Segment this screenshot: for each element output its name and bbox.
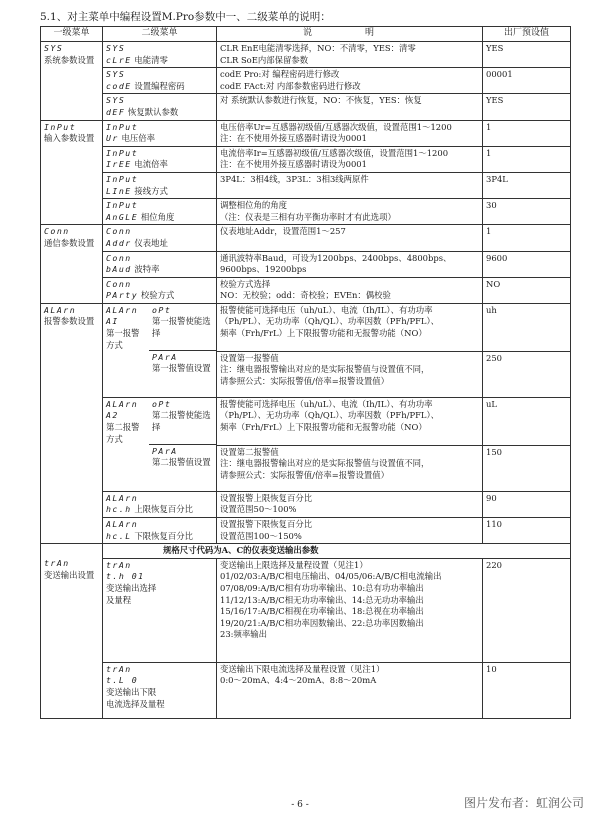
description-cell [217, 518, 483, 544]
submenu-code: dEF [106, 106, 126, 117]
default-value: 30 [483, 199, 571, 225]
menu-code: SYS [44, 43, 64, 53]
description-line: 调整相位角的角度 [220, 200, 287, 211]
submenu-code: SYS [106, 95, 126, 106]
description-line: 设置报警上限恢复百分比 [220, 492, 313, 503]
submenu-cell [103, 277, 217, 303]
submenu-code: ALArn [106, 304, 139, 315]
description-line: 19/20/21:A/B/C相功率因数输出、22:总功率因数输出 [220, 617, 424, 628]
submenu-code: oPt [152, 398, 172, 409]
submenu-code: Ur [106, 133, 119, 144]
submenu-code: trAn [106, 663, 132, 674]
description-cell [217, 42, 483, 68]
submenu-code: IrEE [106, 159, 132, 170]
submenu-label: 及量程 [106, 594, 132, 605]
submenu-cell [103, 172, 217, 198]
table-row [41, 491, 571, 517]
submenu-label: 仪表地址 [134, 237, 168, 248]
default-value: NO [483, 277, 571, 303]
submenu-label: 变送输出选择 [106, 583, 157, 594]
description-line: 通讯波特率Baud，可设为1200bps、2400bps、4800bps、 [220, 252, 452, 263]
description-line: CLR SoE内部保留参数 [220, 54, 309, 65]
submenu-code: Conn [106, 252, 132, 263]
submenu-cell [103, 225, 217, 251]
default-value: YES [483, 94, 571, 120]
submenu-code: InPut [106, 147, 139, 158]
table-row [41, 277, 571, 303]
submenu-code: InPut [106, 200, 139, 211]
description-line: 变送输出下限电流选择及量程设置（见注1） [220, 663, 385, 674]
table-row [41, 146, 571, 172]
default-value: YES [483, 42, 571, 68]
table-row [41, 397, 571, 445]
submenu-label: 上限恢复百分比 [134, 504, 194, 515]
submenu-label: 第一报警使能选择 [152, 316, 211, 339]
menu-code: trAn [44, 558, 70, 569]
group-cell-sys [41, 42, 103, 121]
default-value: 10 [483, 662, 571, 718]
submenu-label: 下限恢复百分比 [134, 530, 194, 541]
submenu-code: InPut [106, 173, 139, 184]
description-line: codE FAct:对 内部参数密码进行修改 [220, 80, 361, 91]
submenu-code: hc.L [106, 530, 132, 541]
submenu-code: AnGLE [106, 211, 139, 222]
menu-code: Conn [44, 226, 70, 237]
submenu-label: 恢复默认参数 [127, 106, 179, 117]
table-row [41, 120, 571, 146]
submenu-cell [103, 94, 217, 120]
submenu-cell [103, 518, 217, 544]
default-value: 150 [483, 445, 571, 491]
submenu-cell [103, 68, 217, 94]
submenu-cell [103, 491, 217, 517]
description-line: （注：仪表是三相有功平衡功率时才有此选项） [220, 211, 396, 222]
description-line: 电压倍率Ur=互感器初级值/互感器次级值，设置范围1～1200 [220, 121, 452, 132]
table-row [41, 662, 571, 718]
description-line: 注：在不使用外接互感器时请设为0001 [220, 159, 367, 170]
description-line: 变送输出上限选择及量程设置（见注1） [220, 559, 368, 570]
description-line: 9600bps、19200bps [220, 264, 307, 275]
submenu-code: t.L 0 [106, 675, 139, 686]
description-cell [217, 199, 483, 225]
description-cell [217, 277, 483, 303]
group-name: 通信参数设置 [44, 237, 95, 248]
default-value: uh [483, 303, 571, 351]
submenu-code: LInE [106, 185, 132, 196]
description-line: codE Pro:对 编程密码进行修改 [220, 69, 340, 80]
description-line: 校验方式选择 [220, 278, 271, 289]
submenu-label: 电流倍率 [134, 159, 168, 170]
submenu-label: 电流选择及量程 [106, 698, 165, 709]
description-line: 请参照公式：实际报警值/倍率=报警设置值） [220, 470, 389, 481]
group-name: 输入参数设置 [44, 133, 95, 144]
header-level2: 二级菜单 [103, 27, 217, 42]
description-line: 设置报警下限恢复百分比 [220, 519, 313, 530]
description-cell [217, 558, 483, 662]
description-cell [217, 445, 483, 491]
submenu-cell [103, 397, 217, 491]
description-line: 23:频率输出 [220, 629, 267, 640]
description-line: （Ph/PL）、无功功率（Qh/QL）、功率因数（PFh/PFL）、 [220, 316, 440, 327]
table-row [41, 199, 571, 225]
description-line: CLR EnE电能清零选择，NO：不清零，YES：清零 [220, 43, 416, 53]
page-title: 5.1、对主菜单中编程设置M.Pro参数中一、二级菜单的说明： [40, 11, 331, 23]
description-line: （Ph/PL）、无功功率（Qh/QL）、功率因数（PFh/PFL）、 [220, 410, 440, 421]
page-number: - 6 - [291, 800, 309, 810]
description-line: 报警使能可选择电压（uh/uL）、电流（Ih/IL）、有功功率 [220, 398, 433, 409]
submenu-label: 电能清零 [134, 54, 168, 65]
submenu-cell [103, 251, 217, 277]
description-line: 频率（Frh/FrL）上下限报警功能和无报警功能（NO） [220, 328, 427, 339]
submenu-label: 变送输出下限 [106, 687, 157, 698]
submenu-cell [103, 146, 217, 172]
header-description: 说 明 [217, 27, 483, 42]
description-cell [217, 225, 483, 251]
group-name: 变送输出设置 [44, 569, 95, 580]
submenu-code: Addr [106, 237, 132, 248]
submenu-code: ALArn [106, 398, 139, 409]
submenu-label: 设置编程密码 [134, 80, 185, 91]
description-cell [217, 397, 483, 445]
table-row [41, 172, 571, 198]
description-line: 0:0～20mA、4:4～20mA、8:8～20mA [220, 675, 377, 686]
description-line: 注：继电器报警输出对应的是实际报警值与设置值不同， [220, 364, 430, 375]
header-default: 出厂预设值 [483, 27, 571, 42]
description-cell [217, 303, 483, 351]
submenu-code: InPut [106, 121, 139, 132]
submenu-label: 第二报警值设置 [152, 457, 211, 468]
table-header-row [41, 27, 571, 42]
table-row [41, 225, 571, 251]
submenu-code: PArty [106, 290, 139, 301]
submenu-code: t.h 01 [106, 571, 145, 582]
default-value: 250 [483, 351, 571, 397]
default-value: uL [483, 397, 571, 445]
submenu-label: 波特率 [134, 264, 160, 275]
table-row [41, 518, 571, 544]
default-value: 1 [483, 120, 571, 146]
default-value: 3P4L [483, 172, 571, 198]
submenu-code: Conn [106, 278, 132, 289]
default-value: 1 [483, 225, 571, 251]
description-cell [217, 662, 483, 718]
description-line: 对 系统默认参数进行恢复，NO：不恢复，YES：恢复 [220, 95, 422, 106]
submenu-label: 第二报警方式 [106, 422, 140, 444]
submenu-code: ALArn [106, 519, 139, 530]
submenu-code: bAud [106, 264, 132, 275]
group-cell-input [41, 120, 103, 225]
description-line: NO：无校验；odd：奇校验；EVEn：偶校验 [220, 290, 391, 301]
submenu-cell [103, 558, 217, 662]
submenu-label: 校验方式 [140, 290, 175, 301]
transmit-spec-note: 规格尺寸代码为A、C的仪表变送输出参数 [103, 544, 571, 559]
description-line: 01/02/03:A/B/C相电压输出、04/05/06:A/B/C相电流输出 [220, 571, 442, 582]
description-cell [217, 146, 483, 172]
description-line: 设置第一报警值 [220, 352, 279, 363]
submenu-label: 电压倍率 [121, 133, 156, 144]
submenu-cell [103, 120, 217, 146]
description-line: 仪表地址Addr，设置范围1～257 [220, 226, 346, 237]
table-row [41, 94, 571, 120]
submenu-code: AI [106, 316, 119, 327]
default-value: 220 [483, 558, 571, 662]
table-row [41, 544, 571, 559]
submenu-code: A2 [106, 410, 119, 421]
submenu-code: codE [106, 80, 132, 91]
table-row [41, 68, 571, 94]
menu-spec-table [40, 26, 571, 719]
submenu-code: cLrE [106, 54, 132, 65]
description-line: 注：在不使用外接互感器时请设为0001 [220, 133, 367, 144]
description-cell [217, 251, 483, 277]
watermark: 图片发布者：虹润公司 [463, 796, 584, 810]
description-line: 设置第二报警值 [220, 446, 279, 457]
group-name: 报警参数设置 [44, 316, 95, 327]
description-line: 3P4L：3相4线，3P3L：3相3线两原件 [220, 173, 369, 184]
description-cell [217, 351, 483, 397]
submenu-code: trAn [106, 559, 132, 570]
description-line: 请参照公式：实际报警值/倍率=报警设置值） [220, 376, 389, 387]
submenu-label: 第一报警值设置 [152, 363, 211, 374]
submenu-code: ALArn [106, 492, 139, 503]
description-line: 设置范围100～150% [220, 530, 302, 541]
table-row [41, 558, 571, 662]
table-row [41, 42, 571, 68]
description-line: 电流倍率Ir=互感器初级值/互感器次级值，设置范围1～1200 [220, 147, 449, 158]
menu-code: InPut [44, 121, 77, 132]
default-value: 00001 [483, 68, 571, 94]
description-cell [217, 172, 483, 198]
description-cell [217, 120, 483, 146]
table-row [41, 251, 571, 277]
submenu-cell [103, 199, 217, 225]
submenu-label: 接线方式 [134, 185, 168, 196]
description-line: 07/08/09:A/B/C相有功功率输出、10:总有功功率输出 [220, 583, 424, 594]
description-cell [217, 491, 483, 517]
submenu-cell [103, 303, 217, 397]
submenu-cell [103, 42, 217, 68]
description-line: 11/12/13:A/B/C相无功功率输出、14:总无功功率输出 [220, 594, 424, 605]
description-line: 频率（Frh/FrL）上下限报警功能和无报警功能（NO） [220, 422, 427, 433]
submenu-label: 相位角度 [140, 211, 175, 222]
description-line: 报警使能可选择电压（uh/uL）、电流（Ih/IL）、有功功率 [220, 304, 433, 315]
table-row [41, 303, 571, 351]
submenu-code: SYS [106, 43, 126, 53]
header-level1: 一级菜单 [41, 27, 103, 42]
group-cell-comm [41, 225, 103, 304]
default-value: 1 [483, 146, 571, 172]
submenu-cell [103, 662, 217, 718]
group-cell-alarm [41, 303, 103, 543]
submenu-code: PArA [152, 445, 178, 456]
description-line: 设置范围50～100% [220, 504, 297, 515]
default-value: 90 [483, 491, 571, 517]
group-cell-tran [41, 544, 103, 719]
submenu-code: Conn [106, 226, 132, 237]
default-value: 9600 [483, 251, 571, 277]
submenu-label: 第二报警使能选择 [152, 410, 211, 433]
menu-code: ALArn [44, 304, 77, 315]
submenu-code: PArA [152, 351, 178, 362]
submenu-code: oPt [152, 304, 172, 315]
description-cell [217, 94, 483, 120]
submenu-code: hc.h [106, 504, 132, 515]
default-value: 110 [483, 518, 571, 544]
description-line: 注：继电器报警输出对应的是实际报警值与设置值不同， [220, 458, 430, 469]
description-cell [217, 68, 483, 94]
submenu-code: SYS [106, 69, 126, 80]
description-line: 15/16/17:A/B/C相视在功率输出、18:总视在功率输出 [220, 606, 424, 617]
submenu-label: 第一报警方式 [106, 328, 140, 350]
group-name: 系统参数设置 [44, 54, 95, 65]
